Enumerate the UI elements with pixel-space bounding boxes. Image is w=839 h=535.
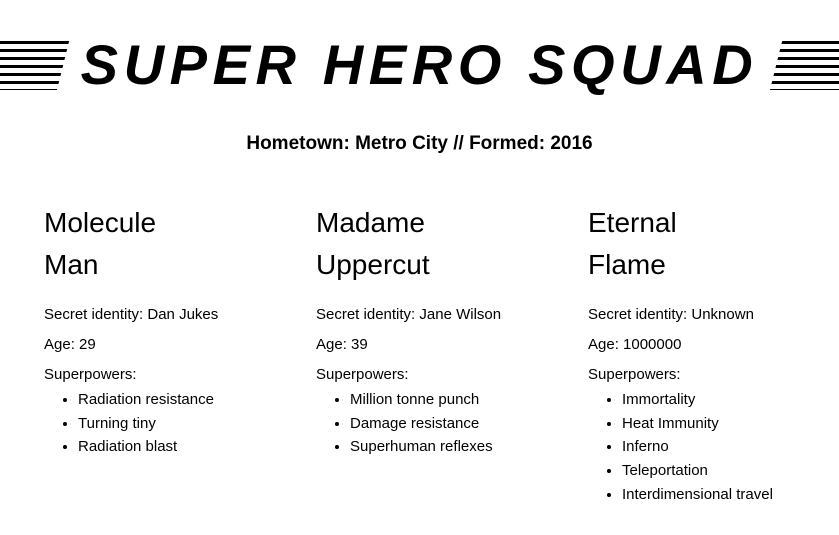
hero-card bbox=[44, 203, 294, 510]
hero-name-line bbox=[44, 203, 160, 244]
hero-powers-label: Superpowers: bbox=[44, 365, 137, 383]
hero-name-line bbox=[588, 245, 670, 286]
list-item: • Inferno bbox=[622, 438, 838, 457]
hero-name-line bbox=[44, 245, 102, 286]
list-item: • Superhuman reflexes bbox=[350, 438, 566, 457]
page-header bbox=[0, 0, 839, 95]
hero-secret-identity: Secret identity: Jane Wilson bbox=[316, 305, 502, 323]
hero-list bbox=[0, 203, 839, 510]
hero-name-text: Eternal bbox=[588, 207, 681, 238]
page-title-label: SUPER HERO SQUAD bbox=[75, 33, 765, 96]
hero-name-text: Flame bbox=[588, 249, 670, 280]
hero-powers-label: Superpowers: bbox=[588, 365, 681, 383]
hero-powers-list bbox=[44, 391, 294, 457]
list-item: • Teleportation bbox=[622, 462, 838, 481]
list-item: • Radiation blast bbox=[78, 438, 294, 457]
list-item: • Immortality bbox=[622, 391, 838, 410]
hero-name bbox=[316, 203, 566, 288]
page-title bbox=[69, 33, 771, 96]
hero-powers-label: Superpowers: bbox=[316, 365, 409, 383]
hero-secret-identity: Secret identity: Dan Jukes bbox=[44, 305, 219, 323]
list-item: • Turning tiny bbox=[78, 415, 294, 434]
hero-powers-list bbox=[316, 391, 566, 457]
hero-name bbox=[588, 203, 838, 288]
page-subtitle: Hometown: Metro City // Formed: 2016 bbox=[246, 132, 593, 154]
hero-name-text: Molecule bbox=[44, 207, 160, 238]
speed-lines-left-icon bbox=[0, 36, 63, 95]
list-item: • Million tonne punch bbox=[350, 391, 566, 410]
hero-age: Age: 29 bbox=[44, 335, 96, 353]
speed-lines-right-icon bbox=[776, 36, 839, 95]
hero-name-text: Uppercut bbox=[316, 249, 434, 280]
list-item: • Interdimensional travel bbox=[622, 486, 838, 505]
hero-powers-list bbox=[588, 391, 838, 505]
hero-name-text: Man bbox=[44, 249, 102, 280]
list-item: • Radiation resistance bbox=[78, 391, 294, 410]
hero-age: Age: 39 bbox=[316, 335, 368, 353]
hero-age: Age: 1000000 bbox=[588, 335, 682, 353]
list-item: • Heat Immunity bbox=[622, 415, 838, 434]
hero-name-line bbox=[588, 203, 681, 244]
list-item: • Damage resistance bbox=[350, 415, 566, 434]
hero-card bbox=[588, 203, 838, 510]
hero-name-line bbox=[316, 245, 434, 286]
hero-name-text: Madame bbox=[316, 207, 429, 238]
hero-card bbox=[316, 203, 566, 510]
hero-secret-identity: Secret identity: Unknown bbox=[588, 305, 754, 323]
hero-name-line bbox=[316, 203, 429, 244]
hero-name bbox=[44, 203, 294, 288]
